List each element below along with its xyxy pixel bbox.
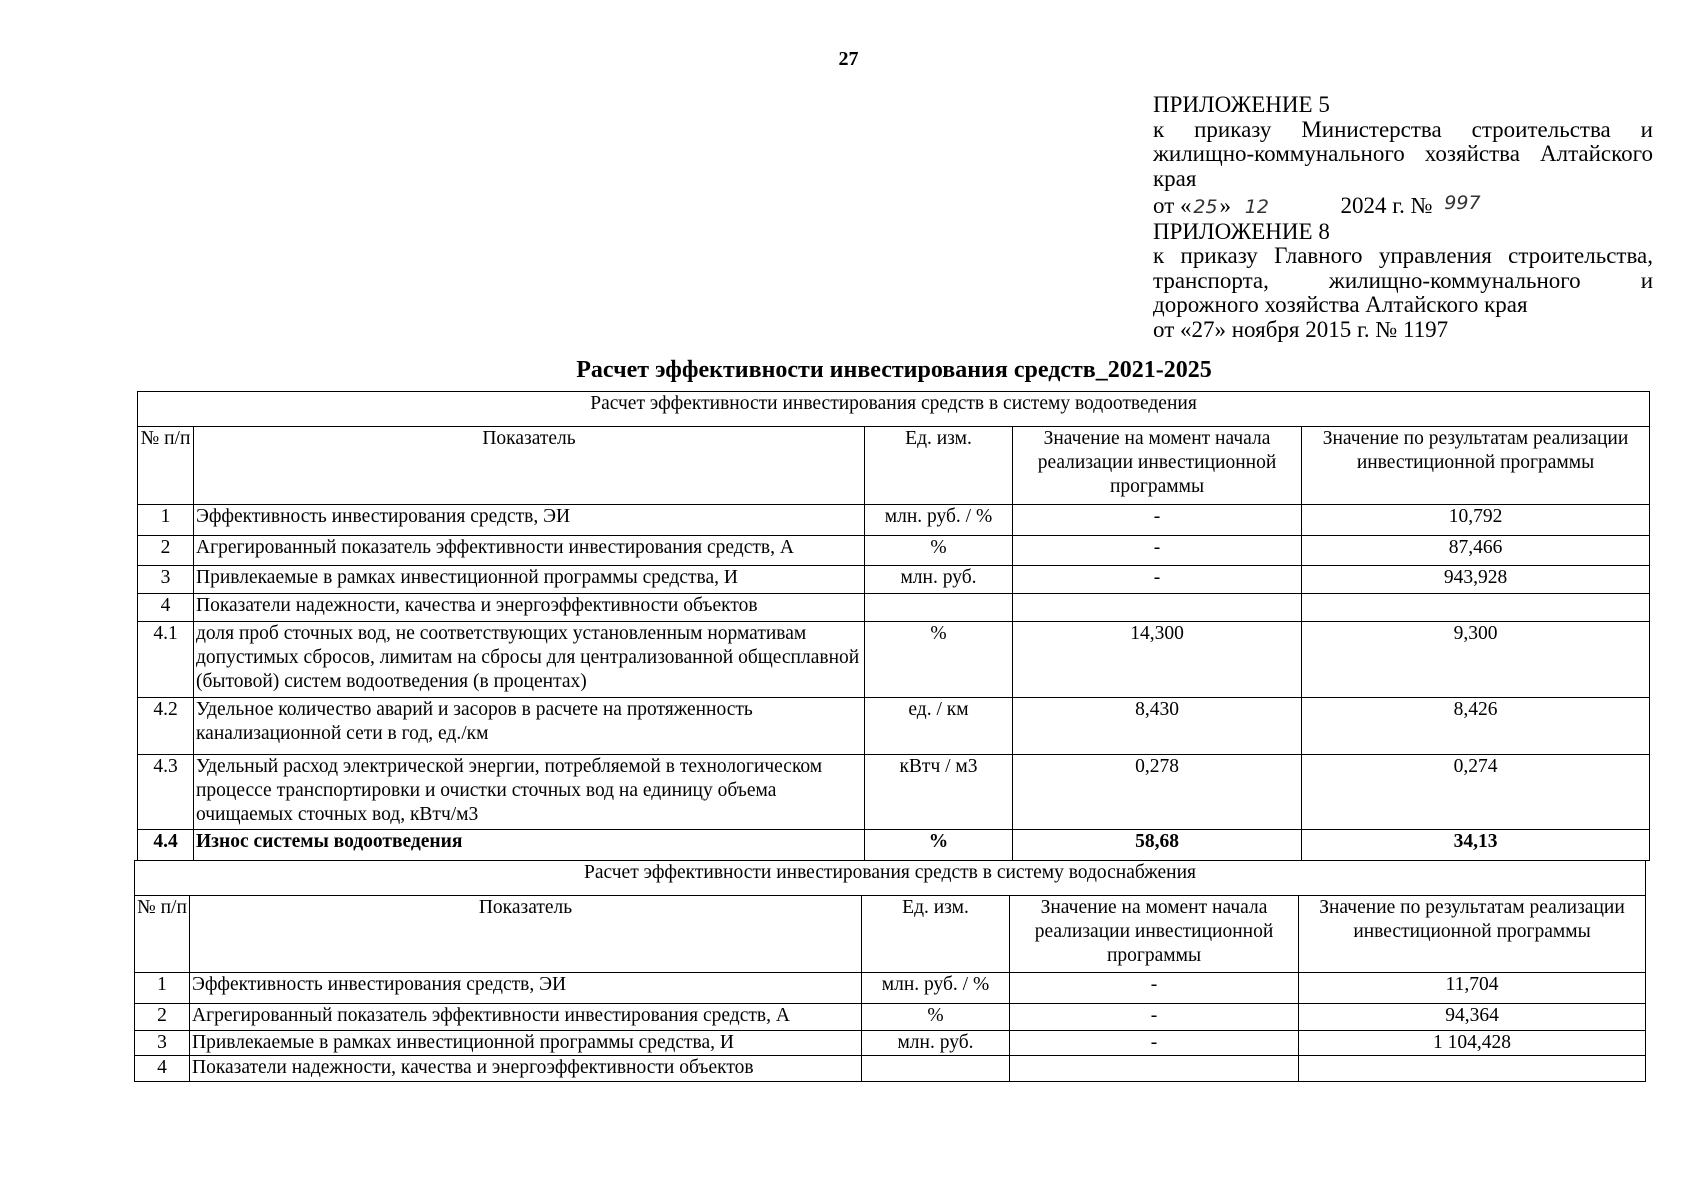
row-num: 4.4 — [138, 830, 194, 861]
table-row — [135, 1004, 1646, 1031]
row-num: 3 — [135, 1031, 190, 1056]
table-row — [138, 536, 1650, 566]
water-supply-efficiency-table — [134, 860, 1646, 1082]
row-indicator: Износ системы водоотведения — [194, 830, 865, 861]
row-start-value: 14,300 — [1013, 622, 1302, 698]
row-start-value: 8,430 — [1013, 698, 1302, 755]
handwritten-month: 12 — [1244, 196, 1269, 218]
date-year: 2024 г. № — [1340, 193, 1433, 218]
table-row — [135, 1031, 1646, 1056]
date-prefix: от « — [1153, 193, 1192, 218]
appendix-8-text-line1: к приказу Главного управления строительства, — [1153, 243, 1653, 268]
row-indicator: доля проб сточных вод, не соответствующих установленным нормативам допустимых сбросов, лимитам на сбросы для централизованной общесплавной (бытовой) систем водоотведения (в процентах) — [194, 622, 865, 698]
row-result-value: 94,364 — [1299, 1004, 1646, 1031]
row-unit: % — [865, 536, 1013, 566]
appendix-5-text-line1: к приказу Министерства строительства и — [1153, 116, 1653, 142]
row-unit: % — [865, 622, 1013, 698]
row-result-value: 87,466 — [1302, 536, 1650, 566]
row-start-value: - — [1013, 566, 1302, 594]
row-unit: кВтч / м3 — [865, 755, 1013, 830]
row-indicator: Агрегированный показатель эффективности инвестирования средств, А — [194, 536, 865, 566]
row-start-value: - — [1010, 1031, 1299, 1056]
appendix-8-text-line3: дорожного хозяйства Алтайского края — [1153, 292, 1528, 317]
row-num: 2 — [135, 1004, 190, 1031]
row-unit: млн. руб. — [862, 1031, 1010, 1056]
table-row — [138, 622, 1650, 698]
row-unit: млн. руб. / % — [862, 973, 1010, 1004]
row-start-value: 58,68 — [1013, 830, 1302, 861]
row-num: 4 — [135, 1056, 190, 1082]
row-start-value: - — [1013, 536, 1302, 566]
row-start-value — [1013, 594, 1302, 622]
table-row — [138, 698, 1650, 755]
appendix-8-text-line2: транспорта, жилищно-коммунального и — [1153, 267, 1653, 293]
row-start-value: - — [1010, 1004, 1299, 1031]
row-num: 1 — [135, 973, 190, 1004]
handwritten-day: 25 — [1193, 196, 1218, 218]
row-indicator: Удельный расход электрической энергии, потребляемой в технологическом процессе транспортировки и очистки сточных вод на единицу объема очищаемых сточных вод, кВтч/м3 — [194, 755, 865, 830]
appendix-8-title: ПРИЛОЖЕНИЕ 8 — [1153, 218, 1330, 244]
row-result-value: 8,426 — [1302, 698, 1650, 755]
header-unit: Ед. изм. — [865, 427, 1013, 505]
row-indicator: Показатели надежности, качества и энергоэффективности объектов — [190, 1056, 862, 1082]
row-result-value: 9,300 — [1302, 622, 1650, 698]
header-result-value: Значение по результатам реализации инвестиционной программы — [1302, 427, 1650, 505]
row-unit: млн. руб. — [865, 566, 1013, 594]
header-num: № п/п — [135, 896, 190, 973]
handwritten-number: 997 — [1444, 192, 1481, 214]
row-num: 4 — [138, 594, 194, 622]
appendix-5-title: ПРИЛОЖЕНИЕ 5 — [1153, 92, 1330, 117]
row-num: 2 — [138, 536, 194, 566]
document-title: Расчет эффективности инвестирования средств_2021-2025 — [576, 357, 1212, 383]
row-start-value — [1010, 1056, 1299, 1082]
row-num: 4.2 — [138, 698, 194, 755]
row-result-value: 1 104,428 — [1299, 1031, 1646, 1056]
header-indicator: Показатель — [190, 896, 862, 973]
row-result-value — [1299, 1056, 1646, 1082]
page-number: 27 — [838, 48, 859, 70]
header-unit: Ед. изм. — [862, 896, 1010, 973]
row-unit: % — [865, 830, 1013, 861]
row-unit — [862, 1056, 1010, 1082]
header-indicator: Показатель — [194, 427, 865, 505]
date-mid: » — [1219, 193, 1231, 218]
row-indicator: Привлекаемые в рамках инвестиционной программы средства, И — [190, 1031, 862, 1056]
row-result-value: 11,704 — [1299, 973, 1646, 1004]
row-num: 4.3 — [138, 755, 194, 830]
appendix-8-date: от «27» ноября 2015 г. № 1197 — [1153, 316, 1449, 342]
table-row — [135, 973, 1646, 1004]
table-row — [138, 755, 1650, 830]
table-row — [135, 1056, 1646, 1082]
row-unit — [865, 594, 1013, 622]
row-result-value: 943,928 — [1302, 566, 1650, 594]
appendix-block — [1153, 93, 1653, 342]
table-row — [138, 830, 1650, 861]
appendix-5-text-line3: края — [1153, 165, 1197, 191]
row-unit: ед. / км — [865, 698, 1013, 755]
row-result-value — [1302, 594, 1650, 622]
table-row — [138, 566, 1650, 594]
row-num: 3 — [138, 566, 194, 594]
row-result-value: 34,13 — [1302, 830, 1650, 861]
header-num: № п/п — [138, 427, 194, 505]
row-indicator: Эффективность инвестирования средств, ЭИ — [194, 505, 865, 536]
row-unit: млн. руб. / % — [865, 505, 1013, 536]
row-num: 4.1 — [138, 622, 194, 698]
row-indicator: Агрегированный показатель эффективности инвестирования средств, А — [190, 1004, 862, 1031]
row-unit: % — [862, 1004, 1010, 1031]
section-title: Расчет эффективности инвестирования средств в систему водоснабжения — [135, 861, 1646, 896]
table-row — [138, 505, 1650, 536]
appendix-5-text-line2: жилищно-коммунального хозяйства Алтайского — [1153, 141, 1653, 166]
row-start-value: - — [1013, 505, 1302, 536]
row-result-value: 0,274 — [1302, 755, 1650, 830]
row-indicator: Показатели надежности, качества и энергоэффективности объектов — [194, 594, 865, 622]
row-start-value: 0,278 — [1013, 755, 1302, 830]
header-start-value: Значение на момент начала реализации инвестиционной программы — [1010, 896, 1299, 973]
table-row — [138, 594, 1650, 622]
row-num: 1 — [138, 505, 194, 536]
wastewater-efficiency-table — [137, 391, 1650, 861]
section-title: Расчет эффективности инвестирования средств в систему водоотведения — [138, 392, 1650, 427]
row-indicator: Удельное количество аварий и засоров в расчете на протяженность канализационной сети в год, ед./км — [194, 698, 865, 755]
header-result-value: Значение по результатам реализации инвестиционной программы — [1299, 896, 1646, 973]
row-indicator: Привлекаемые в рамках инвестиционной программы средства, И — [194, 566, 865, 594]
row-result-value: 10,792 — [1302, 505, 1650, 536]
row-indicator: Эффективность инвестирования средств, ЭИ — [190, 973, 862, 1004]
header-start-value: Значение на момент начала реализации инвестиционной программы — [1013, 427, 1302, 505]
row-start-value: - — [1010, 973, 1299, 1004]
appendix-5-date — [1153, 191, 1653, 220]
